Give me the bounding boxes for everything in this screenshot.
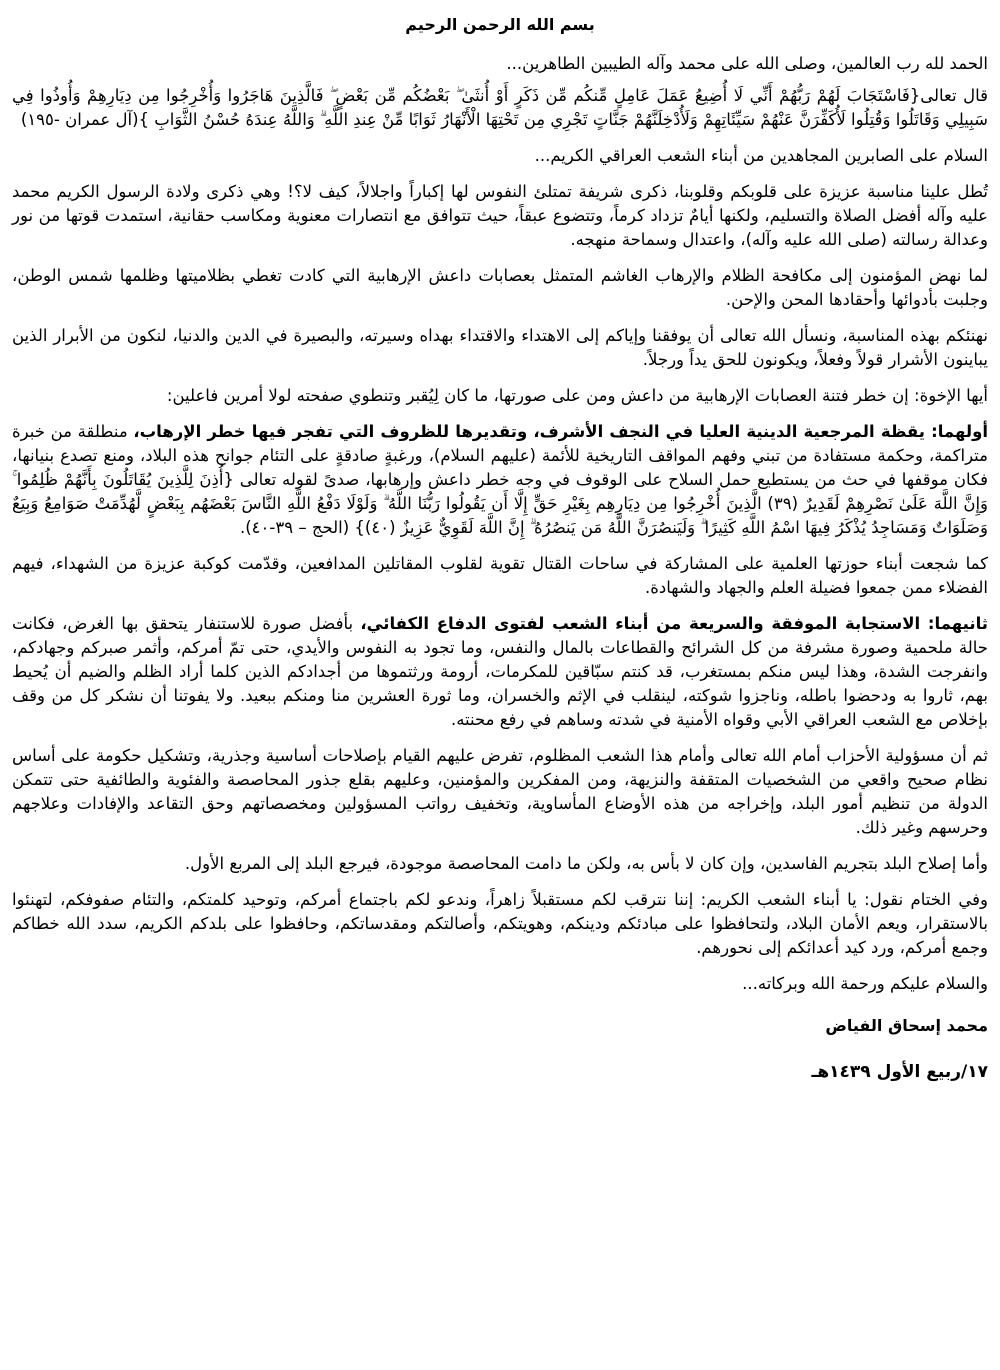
greeting-paragraph: السلام على الصابرين المجاهدين من أبناء الشعب العراقي الكريم... (534, 146, 988, 165)
signature-name: محمد إسحاق الفياض (825, 1016, 988, 1035)
reform-paragraph: وأما إصلاح البلد بتجريم الفاسدين، وإن كان لا بأس به، ولكن ما دامت المحاصصة موجودة، فيرجع البلد إلى المربع الأول. (184, 854, 988, 873)
occasion-paragraph: تُطل علينا مناسبة عزيزة على قلوبكم وقلوبنا، ذكرى شريفة تمتلئ النفوس لها إكباراً واجلالاً، كيف لا؟! وهي ذكرى ولادة الرسول الكريم محمد عليه وآله أفضل الصلاة والتسليم، ولكنها أيامٌ تزداد كرماً، وتتضوع عبقاً، حيث تتوافق مع انتصارات معنوية ومكاسب حقانية، استمدت قوتها من نور وعدالة رسالته (صلى الله عليه وآله)، واعتدال وسماحة منهجه. (12, 182, 988, 249)
document-date: ١٧/ربيع الأول ١٤٣٩هـ (811, 1062, 988, 1082)
closing-salutation: والسلام عليكم ورحمة الله وبركاته... (742, 974, 988, 993)
first-factor-paragraph (12, 420, 988, 540)
victory-paragraph: لما نهض المؤمنون إلى مكافحة الظلام والإرهاب الغاشم المتمثل بعصابات داعش الإرهابية التي كادت تغطي بظلاميتها وظلمها شمس الوطن، وجلبت بأدوائها وأحقادها المحن والإحن. (12, 266, 988, 309)
first-factor-heading: أولهما: يقظة المرجعية الدينية العليا في النجف الأشرف، وتقديرها للظروف التي تفجر فيها خطر الإرهاب، (133, 422, 988, 441)
brothers-paragraph: أيها الإخوة: إن خطر فتنة العصابات الإرهابية من داعش ومن على صورتها، ما كان لِيُقبر وتنطوي صفحته لولا أمرين فاعلين: (166, 386, 988, 405)
congratulation-paragraph: نهنئكم بهذه المناسبة، ونسأل الله تعالى أن يوفقنا وإياكم إلى الاهتداء والاقتداء بهداه وسيرته، والبصيرة في الدين والدنيا، لنكون من الأبرار الذين يباينون الأشرار قولاً وفعلاً، ويكونون للحق يداً ورجلاً. (12, 326, 988, 369)
conclusion-paragraph: وفي الختام نقول: يا أبناء الشعب الكريم: إننا نترقب لكم مستقبلاً زاهراً، وندعو لكم باجتماع أمركم، وتوحيد كلمتكم، والتئام صفوفكم، لتهنئوا بالاستقرار، ويعم الأمان البلاد، ولتحافظوا على مبادئكم ودينكم، وهويتكم، وأصالتكم ومقدساتكم، وحافظوا على بلدكم الكريم، سدد الله خطاكم وجمع أمركم، ورد كيد أعدائكم إلى نحورهم. (12, 890, 988, 957)
basmala-heading: بسم الله الرحمن الرحيم (405, 15, 595, 34)
first-factor-text: منطلقة من خبرة متراكمة، وحكمة مستفادة من تبني وفهم المواقف التاريخية للأئمة (عليهم السلام)، ورغبةٍ صادقةٍ على التئام جوانح هذه البلاد، ومنع تصدع بنيانها، فكان موقفها في حث من يستطيع حمل السلاح على الوقوف في وجه خطر داعش وإرهابها، صدىً لقوله تعالى {أُذِنَ لِلَّذِينَ يُقَاتَلُونَ بِأَنَّهُمْ ظُلِمُوا ۚ وَإِنَّ اللَّهَ عَلَىٰ نَصْرِهِمْ لَقَدِيرٌ (٣٩) الَّذِينَ أُخْرِجُوا مِن دِيَارِهِم بِغَيْرِ حَقٍّ إِلَّا أَن يَقُولُوا رَبُّنَا اللَّهُ ۗ وَلَوْلَا دَفْعُ اللَّهِ النَّاسَ بَعْضَهُم بِبَعْضٍ لَّهُدِّمَتْ صَوَامِعُ وَبِيَعٌ وَصَلَوَاتٌ وَمَسَاجِدُ يُذْكَرُ فِيهَا اسْمُ اللَّهِ كَثِيرًا ۗ وَلَيَنصُرَنَّ اللَّهُ مَن يَنصُرُهُ ۗ إِنَّ اللَّهَ لَقَوِيٌّ عَزِيزٌ (٤٠)} (الحج – ٣٩-٤٠). (12, 422, 989, 537)
hawza-paragraph: كما شجعت أبناء حوزتها العلمية على المشاركة في ساحات القتال تقوية لقلوب المقاتلين المدافعين، وقدّمت كوكبة عزيزة من الشهداء، فيهم الفضلاء ممن جمعوا فضيلة العلم والجهاد والشهادة. (12, 554, 988, 597)
quran-verse-paragraph: قال تعالى{فَاسْتَجَابَ لَهُمْ رَبُّهُمْ أَنِّي لَا أُضِيعُ عَمَلَ عَامِلٍ مِّنكُم مِّن ذَكَرٍ أَوْ أُنثَىٰ ۖ بَعْضُكُم مِّن بَعْضٍ ۖ فَالَّذِينَ هَاجَرُوا وَأُخْرِجُوا مِن دِيَارِهِمْ وَأُوذُوا فِي سَبِيلِي وَقَاتَلُوا وَقُتِلُوا لَأُكَفِّرَنَّ عَنْهُمْ سَيِّئَاتِهِمْ وَلَأُدْخِلَنَّهُمْ جَنَّاتٍ تَجْرِي مِن تَحْتِهَا الْأَنْهَارُ ثَوَابًا مِّنْ عِندِ اللَّهِ ۗ وَاللَّهُ عِندَهُ حُسْنُ الثَّوَابِ }(آل عمران -١٩٥) (12, 86, 988, 129)
second-factor-heading: ثانيهما: الاستجابة الموفقة والسريعة من أبناء الشعب لفتوى الدفاع الكفائي، (360, 614, 988, 633)
parties-paragraph: ثم أن مسؤولية الأحزاب أمام الله تعالى وأمام هذا الشعب المظلوم، تفرض عليهم القيام بإصلاحات أساسية وجذرية، وتشكيل حكومة على أساس نظام صحيح واقعي من الشخصيات المتقفة والنزيهة، ومن المفكرين والمؤمنين، وعليهم بقلع جذور المحاصصة والفئوية والطائفية حتى تتمكن الدولة من تنظيم أمور البلد، وإخراجه من هذه الأوضاع المأساوية، وتخفيف رواتب المسؤولين ومخصصاتهم وحق التقاعد والإفادات وعلاجهم وحرسهم وغير ذلك. (12, 746, 988, 837)
praise-paragraph: الحمد لله رب العالمين، وصلى الله على محمد وآله الطيبين الطاهرين... (506, 54, 988, 73)
second-factor-text: بأفضل صورة للاستنفار يتحقق بها الغرض، فكانت حالة ملحمية وصورة مشرفة من كل الشرائح والقطاعات بالمال والنفس، وما تجود به النفوس والأيدي، حتى تمّ أمركم، وأثمر صبركم وجهادكم، وانفرجت الشدة، وهذا ليس منكم بمستغرب، قد كنتم سبّاقين للمكرمات، أرومة ورثتموها من أجدادكم الذين كلما أراد الظلم والضيم أن يُحيط بهم، ثاروا به ودحضوا باطله، وناجزوا شوكته، لينقلب في الإثم والخسران، وما ثورة العشرين منا ومنكم ببعيد. ولا يفوتنا أن نشكر كل من وقف بإخلاص مع الشعب العراقي الأبي وقواه الأمنية في شدته وساهم في رفع محنته. (12, 614, 988, 729)
second-factor-paragraph (12, 612, 988, 732)
